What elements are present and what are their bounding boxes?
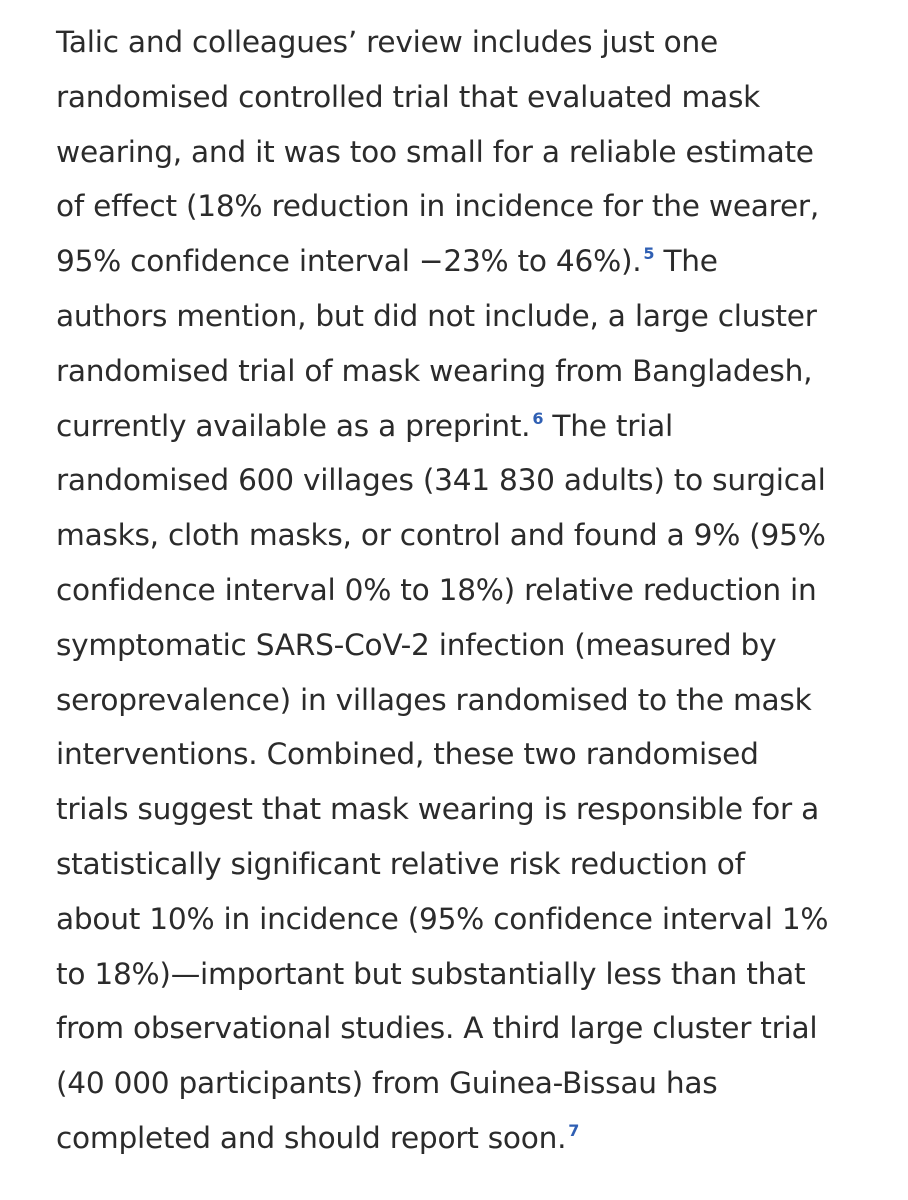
reference-link-7[interactable]: 7 bbox=[568, 1120, 580, 1140]
text-segment: The bbox=[654, 244, 718, 279]
text-line: to 18%)—important but substantially less than that bbox=[56, 956, 806, 991]
text-line: statistically significant relative risk reduction of bbox=[56, 846, 745, 881]
text-line: trials suggest that mask wearing is responsible for a bbox=[56, 792, 819, 827]
text-line: about 10% in incidence (95% confidence interval 1% bbox=[56, 901, 829, 936]
text-line: randomised 600 villages (341 830 adults) to surgical bbox=[56, 463, 826, 498]
text-segment: completed and should report soon. bbox=[56, 1120, 567, 1155]
text-line: interventions. Combined, these two randomised bbox=[56, 737, 759, 772]
text-line: randomised controlled trial that evaluated mask bbox=[56, 79, 761, 114]
text-line: seroprevalence) in villages randomised to the mask bbox=[56, 682, 812, 717]
text-line: Talic and colleagues’ review includes just one bbox=[56, 25, 718, 59]
text-line bbox=[56, 399, 868, 454]
text-line: confidence interval 0% to 18%) relative reduction in bbox=[56, 572, 817, 607]
text-line bbox=[56, 1111, 868, 1166]
text-segment: currently available as a preprint. bbox=[56, 408, 531, 443]
reference-link-5[interactable]: 5 bbox=[643, 244, 655, 264]
text-line: (40 000 participants) from Guinea-Bissau has bbox=[56, 1066, 718, 1101]
text-line: wearing, and it was too small for a reliable estimate bbox=[56, 134, 814, 169]
text-line: from observational studies. A third large cluster trial bbox=[56, 1011, 818, 1046]
reference-link-6[interactable]: 6 bbox=[532, 408, 544, 428]
text-line: authors mention, but did not include, a large cluster bbox=[56, 298, 817, 333]
text-line: symptomatic SARS-CoV-2 infection (measured by bbox=[56, 627, 777, 662]
text-segment: The trial bbox=[543, 408, 673, 443]
text-line bbox=[56, 234, 868, 289]
text-line: masks, cloth masks, or control and found a 9% (95% bbox=[56, 518, 826, 553]
text-line: of effect (18% reduction in incidence for the wearer, bbox=[56, 189, 819, 224]
article-paragraph bbox=[56, 15, 868, 1166]
text-line: randomised trial of mask wearing from Bangladesh, bbox=[56, 353, 813, 388]
text-segment: 95% confidence interval −23% to 46%). bbox=[56, 244, 642, 279]
